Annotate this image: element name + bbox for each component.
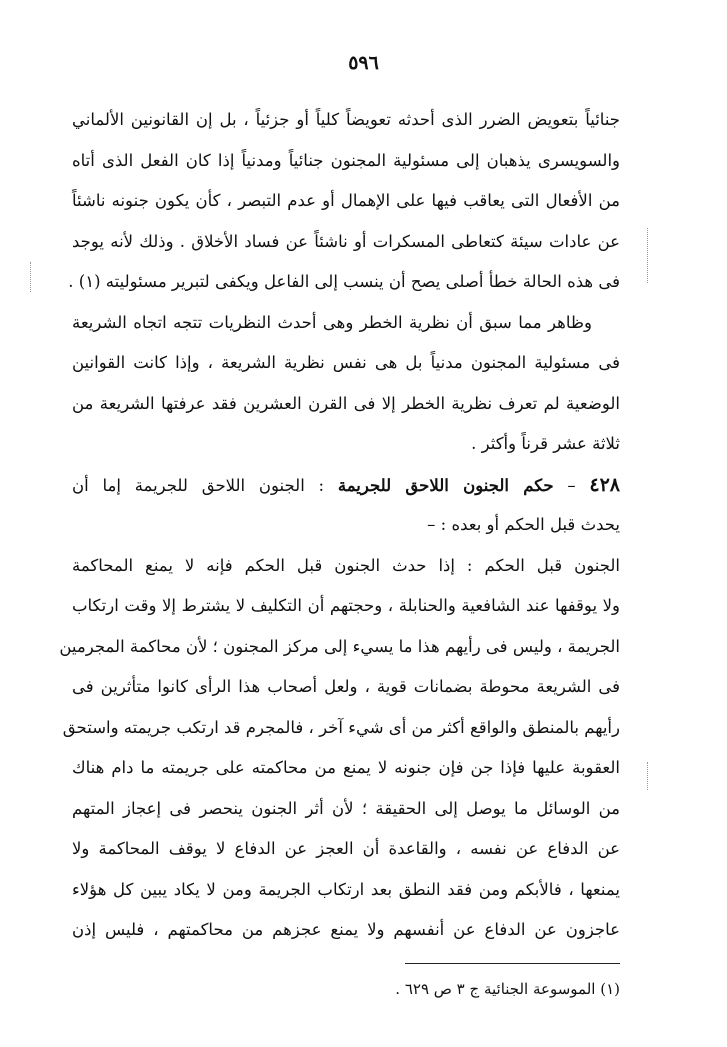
text-line: جنائياً بتعويض الضرر الذى أحدثه تعويضاً كلياً أو جزئياً ، بل إن القانونين الألماني [72,110,620,129]
section-heading: حكم الجنون اللاحق للجريمة [337,475,554,495]
margin-scan-mark [647,228,648,283]
margin-scan-mark [647,762,648,790]
text-line: الجنون قبل الحكم : إذا حدث الجنون قبل الحكم فإنه لا يمنع المحاكمة [72,555,620,575]
footnote: (١) الموسوعة الجنائية ج ٣ ص ٦٢٩ . [395,980,620,998]
text-line: ثلاثة عشر قرناً وأكثر . [471,434,620,453]
margin-scan-mark [30,262,31,292]
paragraph-2 [72,303,620,465]
section-dash: – [567,475,576,495]
text-line: فى الشريعة محوطة بضمانات قوية ، ولعل أصحاب هذا الرأى كانوا متأثرين فى [72,677,620,696]
text-line: يمنعها ، فالأبكم ومن فقد النطق بعد ارتكاب الجريمة ومن لا يكاد يبين كل هؤلاء [72,879,620,899]
footnote-divider [405,963,620,964]
text-line: من الوسائل ما يوصل إلى الحقيقة ؛ لأن أثر الجنون ينحصر فى إعجاز المتهم [72,798,620,818]
section-heading-line [72,465,620,506]
text-line: عن الدفاع عن نفسه ، والقاعدة أن العجز عن الدفاع لا يوقف المحاكمة ولا [72,839,620,858]
text-line: رأيهم بالمنطق والواقع أكثر من أى شيء آخر ، فالمجرم قد ارتكب جريمته واستحق [62,717,620,737]
text-line: والسويسرى يذهبان إلى مسئولية المجنون جنائياً ومدنياً إذا كان الفعل الذى أتاه [72,150,620,170]
body-text [59,100,620,951]
text-line: وظاهر مما سبق أن نظرية الخطر وهى أحدث النظريات تتجه اتجاه الشريعة [72,312,592,332]
text-line: من الأفعال التى يعاقب فيها على الإهمال أو عدم التبصر ، كأن يكون جنونه ناشئاً [72,191,620,210]
text-line: فى مسئولية المجنون مدنياً بل هى نفس نظرية الشريعة ، وإذا كانت القوانين [72,353,620,372]
paragraph-1 [68,100,620,303]
text-line: العقوبة عليها فإذا جن فإن جنونه لا يمنع من محاكمته على جريمته ما دام هناك [72,758,620,777]
text-line: عن عادات سيئة كتعاطى المسكرات أو ناشئاً عن فساد الأخلاق . وذلك لأنه يوجد [72,231,620,251]
section-number: ٤٢٨ [589,473,620,496]
paragraph-3 [59,546,620,951]
text-line: ولا يوقفها عند الشافعية والحنابلة ، وحجتهم أن التكليف لا يشترط إلا وقت ارتكاب [72,596,620,615]
text-line: عاجزون عن الدفاع عن أنفسهم ولا يمنع عجزهم من محاكمتهم ، فليس إذن [72,920,620,939]
text-line: يحدث قبل الحكم أو بعده : – [427,515,620,534]
text-line: الوضعية لم تعرف نظرية الخطر إلا فى القرن العشرين فقد عرفتها الشريعة من [72,393,620,413]
text-line: الجريمة ، وليس فى رأيهم هذا ما يسيء إلى مركز المجنون ؛ لأن محاكمة المجرمين [59,636,620,656]
section-heading-text: : الجنون اللاحق للجريمة إما أن [72,475,325,495]
page-number: ٥٩٦ [348,52,379,74]
section-428 [72,465,620,546]
text-line: فى هذه الحالة خطأ أصلى يصح أن ينسب إلى الفاعل ويكفى لتبرير مسئوليته (١) . [68,272,620,291]
